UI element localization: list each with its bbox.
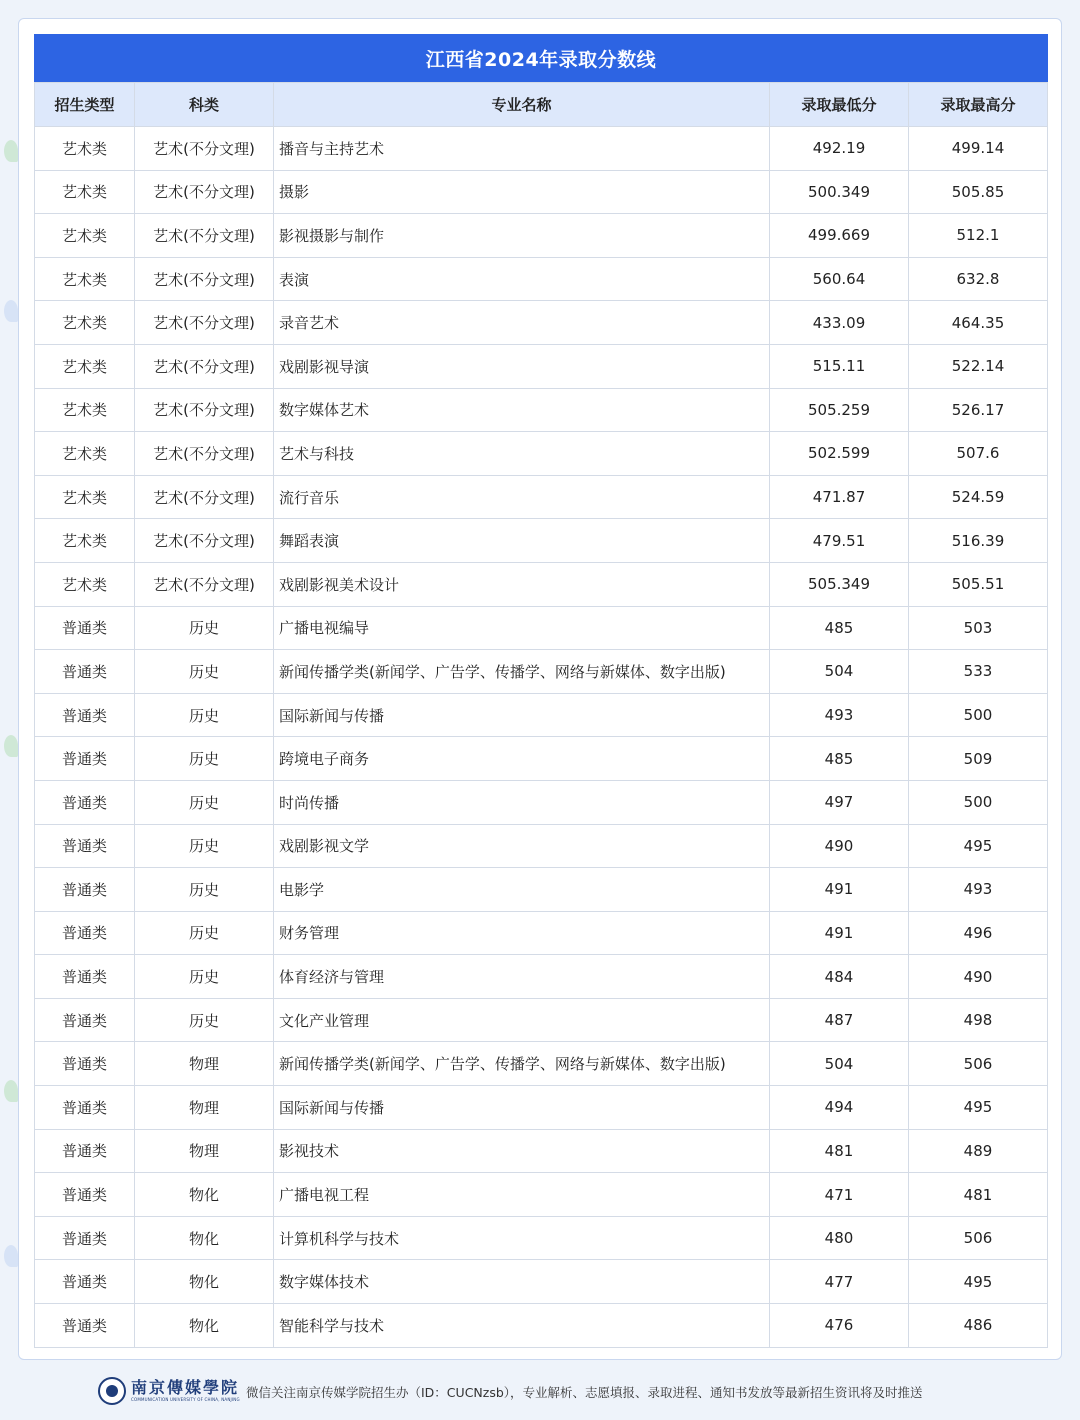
cell-major-name: 影视摄影与制作 bbox=[274, 214, 770, 258]
cell-admission-type: 普通类 bbox=[35, 824, 135, 868]
cell-max-score: 493 bbox=[909, 868, 1048, 912]
cell-admission-type: 普通类 bbox=[35, 911, 135, 955]
cell-max-score: 499.14 bbox=[909, 127, 1048, 171]
cell-subject-category: 艺术(不分文理) bbox=[135, 475, 274, 519]
table-row bbox=[35, 998, 1048, 1042]
cell-min-score: 476 bbox=[770, 1304, 909, 1348]
cell-major-name: 计算机科学与技术 bbox=[274, 1216, 770, 1260]
cell-min-score: 504 bbox=[770, 650, 909, 694]
table-row bbox=[35, 519, 1048, 563]
cell-admission-type: 普通类 bbox=[35, 1086, 135, 1130]
cell-min-score: 505.349 bbox=[770, 562, 909, 606]
cell-major-name: 广播电视工程 bbox=[274, 1173, 770, 1217]
cell-subject-category: 物理 bbox=[135, 1129, 274, 1173]
cell-min-score: 493 bbox=[770, 693, 909, 737]
cell-subject-category: 艺术(不分文理) bbox=[135, 257, 274, 301]
header-major-name: 专业名称 bbox=[274, 83, 770, 127]
cell-subject-category: 历史 bbox=[135, 955, 274, 999]
cell-min-score: 471.87 bbox=[770, 475, 909, 519]
cell-max-score: 500 bbox=[909, 780, 1048, 824]
decoration-leaf bbox=[4, 140, 18, 162]
cell-max-score: 524.59 bbox=[909, 475, 1048, 519]
cell-admission-type: 普通类 bbox=[35, 1304, 135, 1348]
cell-subject-category: 物理 bbox=[135, 1086, 274, 1130]
cell-subject-category: 艺术(不分文理) bbox=[135, 432, 274, 476]
cell-min-score: 504 bbox=[770, 1042, 909, 1086]
cell-max-score: 505.51 bbox=[909, 562, 1048, 606]
cell-subject-category: 艺术(不分文理) bbox=[135, 170, 274, 214]
cell-min-score: 499.669 bbox=[770, 214, 909, 258]
header-min-score: 录取最低分 bbox=[770, 83, 909, 127]
cell-max-score: 486 bbox=[909, 1304, 1048, 1348]
cell-min-score: 502.599 bbox=[770, 432, 909, 476]
cell-max-score: 526.17 bbox=[909, 388, 1048, 432]
cell-max-score: 506 bbox=[909, 1216, 1048, 1260]
table-row bbox=[35, 693, 1048, 737]
cell-major-name: 智能科学与技术 bbox=[274, 1304, 770, 1348]
cell-max-score: 507.6 bbox=[909, 432, 1048, 476]
cell-admission-type: 普通类 bbox=[35, 1216, 135, 1260]
table-row bbox=[35, 301, 1048, 345]
cell-max-score: 505.85 bbox=[909, 170, 1048, 214]
cell-admission-type: 普通类 bbox=[35, 955, 135, 999]
cell-admission-type: 普通类 bbox=[35, 868, 135, 912]
cell-admission-type: 普通类 bbox=[35, 693, 135, 737]
cell-major-name: 国际新闻与传播 bbox=[274, 1086, 770, 1130]
table-body bbox=[35, 127, 1048, 1348]
cell-admission-type: 艺术类 bbox=[35, 388, 135, 432]
table-row bbox=[35, 955, 1048, 999]
cell-max-score: 503 bbox=[909, 606, 1048, 650]
cell-admission-type: 艺术类 bbox=[35, 301, 135, 345]
cell-major-name: 表演 bbox=[274, 257, 770, 301]
decoration-leaf bbox=[4, 735, 18, 757]
cell-min-score: 471 bbox=[770, 1173, 909, 1217]
cell-subject-category: 艺术(不分文理) bbox=[135, 388, 274, 432]
table-row bbox=[35, 344, 1048, 388]
table-row bbox=[35, 824, 1048, 868]
cell-min-score: 515.11 bbox=[770, 344, 909, 388]
cell-admission-type: 艺术类 bbox=[35, 170, 135, 214]
cell-max-score: 495 bbox=[909, 1260, 1048, 1304]
table-row bbox=[35, 1129, 1048, 1173]
cell-admission-type: 普通类 bbox=[35, 737, 135, 781]
cell-admission-type: 普通类 bbox=[35, 1042, 135, 1086]
cell-min-score: 490 bbox=[770, 824, 909, 868]
cell-major-name: 新闻传播学类(新闻学、广告学、传播学、网络与新媒体、数字出版) bbox=[274, 1042, 770, 1086]
cell-major-name: 财务管理 bbox=[274, 911, 770, 955]
cell-max-score: 522.14 bbox=[909, 344, 1048, 388]
cell-min-score: 497 bbox=[770, 780, 909, 824]
table-row bbox=[35, 1086, 1048, 1130]
cell-subject-category: 历史 bbox=[135, 868, 274, 912]
cell-min-score: 484 bbox=[770, 955, 909, 999]
cell-max-score: 490 bbox=[909, 955, 1048, 999]
cell-max-score: 489 bbox=[909, 1129, 1048, 1173]
cell-admission-type: 艺术类 bbox=[35, 519, 135, 563]
cell-max-score: 464.35 bbox=[909, 301, 1048, 345]
cell-max-score: 496 bbox=[909, 911, 1048, 955]
table-row bbox=[35, 257, 1048, 301]
cell-subject-category: 物化 bbox=[135, 1260, 274, 1304]
table-row bbox=[35, 780, 1048, 824]
cell-major-name: 流行音乐 bbox=[274, 475, 770, 519]
cell-min-score: 505.259 bbox=[770, 388, 909, 432]
cell-major-name: 数字媒体艺术 bbox=[274, 388, 770, 432]
cell-subject-category: 物化 bbox=[135, 1216, 274, 1260]
table-row bbox=[35, 170, 1048, 214]
cell-min-score: 491 bbox=[770, 868, 909, 912]
cell-major-name: 录音艺术 bbox=[274, 301, 770, 345]
cell-min-score: 500.349 bbox=[770, 170, 909, 214]
cell-subject-category: 历史 bbox=[135, 606, 274, 650]
cell-min-score: 433.09 bbox=[770, 301, 909, 345]
cell-min-score: 481 bbox=[770, 1129, 909, 1173]
cell-max-score: 632.8 bbox=[909, 257, 1048, 301]
cell-min-score: 487 bbox=[770, 998, 909, 1042]
cell-major-name: 播音与主持艺术 bbox=[274, 127, 770, 171]
cell-major-name: 数字媒体技术 bbox=[274, 1260, 770, 1304]
footer-notice: 微信关注南京传媒学院招生办（ID：CUCNzsb），专业解析、志愿填报、录取进程、通知书发放等最新招生资讯将及时推送 bbox=[246, 1385, 923, 1400]
cell-subject-category: 物化 bbox=[135, 1304, 274, 1348]
table-row bbox=[35, 1304, 1048, 1348]
cell-max-score: 509 bbox=[909, 737, 1048, 781]
cell-subject-category: 艺术(不分文理) bbox=[135, 562, 274, 606]
header-row bbox=[35, 83, 1048, 127]
cell-admission-type: 艺术类 bbox=[35, 344, 135, 388]
table-row bbox=[35, 432, 1048, 476]
cell-subject-category: 历史 bbox=[135, 998, 274, 1042]
cell-min-score: 485 bbox=[770, 737, 909, 781]
cell-min-score: 494 bbox=[770, 1086, 909, 1130]
school-logo bbox=[98, 1377, 240, 1405]
cell-major-name: 戏剧影视美术设计 bbox=[274, 562, 770, 606]
cell-subject-category: 历史 bbox=[135, 650, 274, 694]
cell-subject-category: 艺术(不分文理) bbox=[135, 519, 274, 563]
cell-major-name: 跨境电子商务 bbox=[274, 737, 770, 781]
score-card bbox=[18, 18, 1062, 1360]
table-row bbox=[35, 1042, 1048, 1086]
table-row bbox=[35, 1260, 1048, 1304]
table-row bbox=[35, 1173, 1048, 1217]
cell-subject-category: 历史 bbox=[135, 693, 274, 737]
table-row bbox=[35, 562, 1048, 606]
decoration-leaf bbox=[4, 1080, 18, 1102]
cell-admission-type: 普通类 bbox=[35, 1173, 135, 1217]
cell-subject-category: 艺术(不分文理) bbox=[135, 127, 274, 171]
table-row bbox=[35, 388, 1048, 432]
cell-max-score: 533 bbox=[909, 650, 1048, 694]
cell-max-score: 481 bbox=[909, 1173, 1048, 1217]
decoration-leaf bbox=[4, 1245, 18, 1267]
cell-major-name: 时尚传播 bbox=[274, 780, 770, 824]
cell-major-name: 广播电视编导 bbox=[274, 606, 770, 650]
cell-max-score: 498 bbox=[909, 998, 1048, 1042]
cell-admission-type: 艺术类 bbox=[35, 562, 135, 606]
table-row bbox=[35, 737, 1048, 781]
table-row bbox=[35, 127, 1048, 171]
table-title: 江西省2024年录取分数线 bbox=[34, 34, 1048, 82]
cell-major-name: 体育经济与管理 bbox=[274, 955, 770, 999]
cell-admission-type: 普通类 bbox=[35, 1260, 135, 1304]
cell-min-score: 492.19 bbox=[770, 127, 909, 171]
cell-admission-type: 艺术类 bbox=[35, 257, 135, 301]
cell-max-score: 495 bbox=[909, 824, 1048, 868]
decoration-leaf bbox=[4, 300, 18, 322]
table-row bbox=[35, 1216, 1048, 1260]
school-english-name: COMMUNICATION UNIVERSITY OF CHINA, NANJING bbox=[131, 1397, 240, 1402]
cell-admission-type: 普通类 bbox=[35, 780, 135, 824]
cell-major-name: 戏剧影视导演 bbox=[274, 344, 770, 388]
cell-admission-type: 普通类 bbox=[35, 998, 135, 1042]
table-row bbox=[35, 606, 1048, 650]
school-seal-icon bbox=[98, 1377, 126, 1405]
cell-admission-type: 艺术类 bbox=[35, 475, 135, 519]
header-subject-category: 科类 bbox=[135, 83, 274, 127]
table-row bbox=[35, 475, 1048, 519]
cell-subject-category: 历史 bbox=[135, 737, 274, 781]
cell-subject-category: 物理 bbox=[135, 1042, 274, 1086]
cell-min-score: 560.64 bbox=[770, 257, 909, 301]
table-row bbox=[35, 650, 1048, 694]
cell-subject-category: 历史 bbox=[135, 911, 274, 955]
cell-subject-category: 艺术(不分文理) bbox=[135, 301, 274, 345]
table-row bbox=[35, 911, 1048, 955]
cell-admission-type: 普通类 bbox=[35, 1129, 135, 1173]
cell-subject-category: 历史 bbox=[135, 780, 274, 824]
cell-min-score: 477 bbox=[770, 1260, 909, 1304]
cell-max-score: 506 bbox=[909, 1042, 1048, 1086]
cell-max-score: 516.39 bbox=[909, 519, 1048, 563]
cell-subject-category: 历史 bbox=[135, 824, 274, 868]
cell-max-score: 495 bbox=[909, 1086, 1048, 1130]
cell-max-score: 500 bbox=[909, 693, 1048, 737]
cell-admission-type: 普通类 bbox=[35, 606, 135, 650]
cell-major-name: 影视技术 bbox=[274, 1129, 770, 1173]
table-row bbox=[35, 214, 1048, 258]
table-row bbox=[35, 868, 1048, 912]
header-max-score: 录取最高分 bbox=[909, 83, 1048, 127]
cell-major-name: 艺术与科技 bbox=[274, 432, 770, 476]
cell-admission-type: 艺术类 bbox=[35, 432, 135, 476]
header-admission-type: 招生类型 bbox=[35, 83, 135, 127]
score-table bbox=[34, 82, 1048, 1348]
cell-major-name: 戏剧影视文学 bbox=[274, 824, 770, 868]
school-name: 南京傳媒學院 bbox=[131, 1378, 240, 1397]
cell-min-score: 479.51 bbox=[770, 519, 909, 563]
cell-major-name: 新闻传播学类(新闻学、广告学、传播学、网络与新媒体、数字出版) bbox=[274, 650, 770, 694]
cell-min-score: 480 bbox=[770, 1216, 909, 1260]
cell-major-name: 文化产业管理 bbox=[274, 998, 770, 1042]
cell-subject-category: 物化 bbox=[135, 1173, 274, 1217]
cell-admission-type: 艺术类 bbox=[35, 127, 135, 171]
cell-major-name: 舞蹈表演 bbox=[274, 519, 770, 563]
cell-min-score: 485 bbox=[770, 606, 909, 650]
cell-admission-type: 艺术类 bbox=[35, 214, 135, 258]
cell-major-name: 摄影 bbox=[274, 170, 770, 214]
cell-major-name: 电影学 bbox=[274, 868, 770, 912]
cell-major-name: 国际新闻与传播 bbox=[274, 693, 770, 737]
cell-subject-category: 艺术(不分文理) bbox=[135, 344, 274, 388]
cell-min-score: 491 bbox=[770, 911, 909, 955]
cell-max-score: 512.1 bbox=[909, 214, 1048, 258]
cell-subject-category: 艺术(不分文理) bbox=[135, 214, 274, 258]
cell-admission-type: 普通类 bbox=[35, 650, 135, 694]
